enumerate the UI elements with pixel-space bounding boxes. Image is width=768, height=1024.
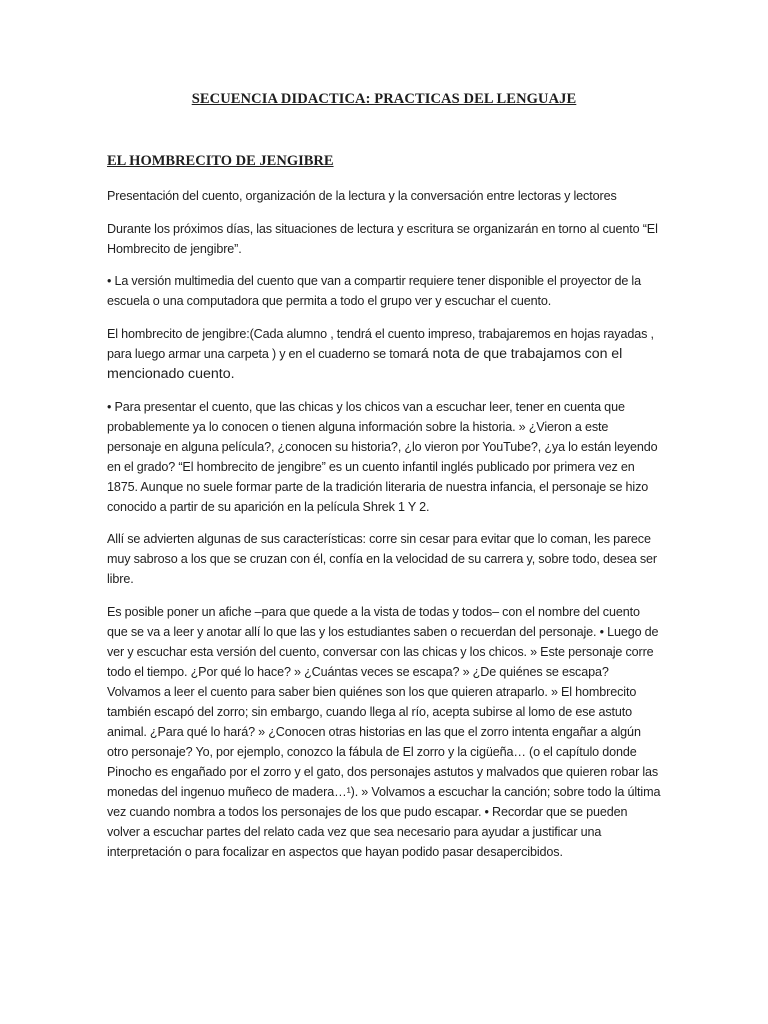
paragraph-presenting-story: • Para presentar el cuento, que las chicas y los chicos van a escuchar leer, tener en cuenta que probablemente ya lo conocen o tienen alguna información sobre la historia. » ¿Vieron a este personaje en alguna película?, ¿conocen su historia?, ¿lo vieron por YouTube?, ¿ya lo están leyendo en el grado? “El hombrecito de jengibre” es un cuento infantil inglés publicado por primera vez en 1875. Aunque no suele formar parte de la tradición literaria de nuestra infancia, el personaje se hizo conocido a partir de su aparición en la película Shrek 1 Y 2. <box>107 400 658 514</box>
paragraph-materials <box>107 324 663 384</box>
paragraph-presentation: Presentación del cuento, organización de la lectura y la conversación entre lectoras y lectores <box>107 189 617 203</box>
paragraph-characteristics: Allí se advierten algunas de sus características: corre sin cesar para evitar que lo coman, les parece muy sabroso a los que se cruzan con él, confía en la velocidad de su carrera y, sobre todo, desea ser libre. <box>107 532 657 586</box>
paragraph-upcoming-days: Durante los próximos días, las situaciones de lectura y escritura se organizarán en torno al cuento “El Hombrecito de jengibre”. <box>107 222 658 256</box>
materials-text-start: El hombrecito de jengibre:(Cada alumno , tendrá el cuento impreso, trabajaremos en hojas rayadas , para luego armar una carpeta ) y en el cuaderno se tomar <box>107 327 654 361</box>
materials-text-end: á nota de que trabajamos con el mencionado cuento. <box>107 346 623 382</box>
paragraph-multimedia: • La versión multimedia del cuento que van a compartir requiere tener disponible el proyector de la escuela o una computadora que permita a todo el grupo ver y escuchar el cuento. <box>107 274 641 308</box>
document-title: SECUENCIA DIDACTICA: PRACTICAS DEL LENGUAJE <box>191 91 577 107</box>
section-heading: EL HOMBRECITO DE JENGIBRE <box>107 153 334 169</box>
paragraph-activities: Es posible poner un afiche –para que quede a la vista de todas y todos– con el nombre del cuento que se va a leer y anotar allí lo que las y los estudiantes saben o recuerdan del personaje. • Luego de ver y escuchar esta versión del cuento, conversar con las chicas y los chicos. » Este personaje corre todo el tiempo. ¿Por qué lo hace? » ¿Cuántas veces se escapa? » ¿De quiénes se escapa? Volvamos a leer el cuento para saber bien quiénes son los que quieren atraparlo. » El hombrecito también escapó del zorro; sin embargo, cuando llega al río, acepta subirse al lomo de ese astuto animal. ¿Para qué lo hará? » ¿Conocen otras historias en las que el zorro intenta engañar a algún otro personaje? Yo, por ejemplo, conozco la fábula de El zorro y la cigüeña… (o el capítulo donde Pinocho es engañado por el zorro y el gato, dos personajes astutos y malvados que quieren robar las monedas del ingenuo muñeco de madera…¹). » Volvamos a escuchar la canción; sobre todo la última vez cuando nombra a todos los personajes de los que pudo escapar. • Recordar que se pueden volver a escuchar partes del relato cada vez que sea necesario para ayudar a justificar una interpretación o para focalizar en aspectos que hayan podido pasar desapercibidos. <box>107 605 661 859</box>
